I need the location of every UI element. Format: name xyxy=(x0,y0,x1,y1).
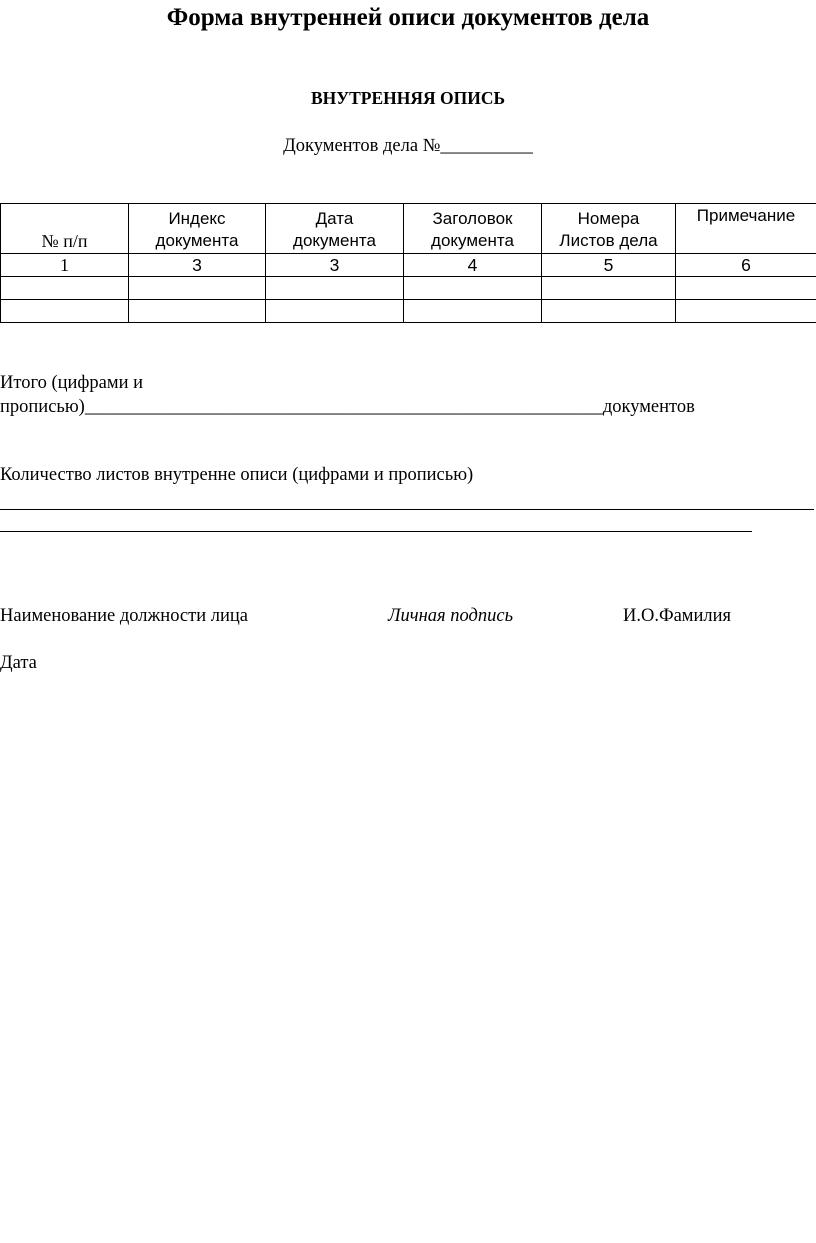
column-header-date xyxy=(266,204,404,254)
column-number-row xyxy=(1,254,816,277)
empty-cell[interactable] xyxy=(676,277,816,300)
column-number-cell: 6 xyxy=(676,254,816,277)
empty-cell[interactable] xyxy=(266,277,404,300)
empty-cell[interactable] xyxy=(404,300,542,323)
table-row xyxy=(1,300,816,323)
column-header-index-line1: Индекс xyxy=(168,209,226,228)
column-header-index xyxy=(129,204,266,254)
case-number-line: Документов дела №__________ xyxy=(283,136,533,156)
total-label-line1: Итого (цифрами и xyxy=(0,373,143,393)
empty-cell[interactable] xyxy=(542,300,676,323)
column-number-cell: 3 xyxy=(266,254,404,277)
column-header-note-label: Примечание xyxy=(696,206,796,225)
column-header-title-line2: документа xyxy=(431,231,514,250)
column-header-sheets-line2: Листов дела xyxy=(559,231,658,250)
empty-cell[interactable] xyxy=(404,277,542,300)
empty-cell[interactable] xyxy=(1,277,129,300)
column-header-date-line1: Дата xyxy=(315,209,354,228)
column-header-title-line1: Заголовок xyxy=(432,209,513,228)
total-label-line2: прописью)________________________________________________________документов xyxy=(0,397,695,417)
inventory-heading: ВНУТРЕННЯЯ ОПИСЬ xyxy=(310,88,506,108)
column-header-sheets-line1: Номера xyxy=(577,209,640,228)
sheet-count-line-1 xyxy=(0,509,814,510)
sheet-count-label: Количество листов внутренне описи (цифрами и прописью) xyxy=(0,465,474,485)
table-row xyxy=(1,277,816,300)
column-number-cell: 3 xyxy=(129,254,266,277)
column-number-cell: 5 xyxy=(542,254,676,277)
column-number-cell: 1 xyxy=(1,254,129,277)
column-header-number xyxy=(1,204,129,254)
official-position-label: Наименование должности лица xyxy=(0,606,248,626)
full-name-label: И.О.Фамилия xyxy=(623,606,732,626)
empty-cell[interactable] xyxy=(266,300,404,323)
empty-cell[interactable] xyxy=(542,277,676,300)
empty-cell[interactable] xyxy=(1,300,129,323)
table-header-row xyxy=(1,204,816,254)
empty-cell[interactable] xyxy=(129,300,266,323)
column-header-index-line2: документа xyxy=(155,231,239,250)
column-header-title xyxy=(404,204,542,254)
empty-cell[interactable] xyxy=(129,277,266,300)
column-header-sheets xyxy=(542,204,676,254)
column-number-cell: 4 xyxy=(404,254,542,277)
empty-cell[interactable] xyxy=(676,300,816,323)
column-header-number-label: № п/п xyxy=(41,231,88,251)
column-header-date-line2: документа xyxy=(293,231,376,250)
personal-signature-label: Личная подпись xyxy=(388,606,514,626)
document-title: Форма внутренней описи документов дела xyxy=(166,4,650,31)
sheet-count-line-2 xyxy=(0,531,752,532)
column-header-note xyxy=(676,204,816,254)
inventory-table xyxy=(0,203,816,323)
date-label: Дата xyxy=(0,653,37,673)
